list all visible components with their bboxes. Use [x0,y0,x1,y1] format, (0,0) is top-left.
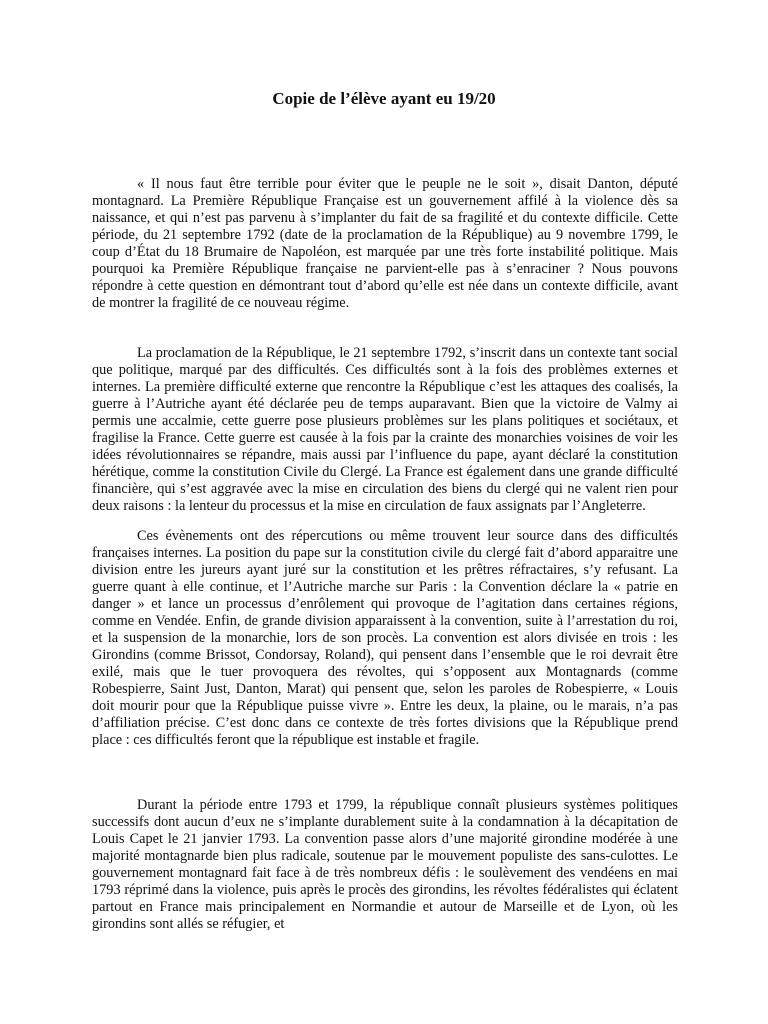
paragraph-political-systems: Durant la période entre 1793 et 1799, la république connaît plusieurs systèmes politiques successifs dont aucun d’eux ne s’implante durablement suite à la condamnation à la décapitation de Louis Capet le 21 janvier 1793. La convention passe alors d’une majorité girondine modérée à une majorité montagnarde bien plus radicale, soutenue par le mouvement populiste des sans-culottes. Le gouvernement montagnard fait face à de très nombreux défis : le soulèvement des vendéens en mai 1793 réprimé dans la violence, puis après le procès des girondins, les révoltes fédéralistes qui éclatent partout en France mais principalement en Normandie et autour de Marseille et de Lyon, où les girondins sont allés se réfugier, et [92,797,678,932]
paragraph-context-internal: Ces évènements ont des répercutions ou même trouvent leur source dans des difficultés françaises internes. La position du pape sur la constitution civile du clergé fait d’abord apparaitre une division entre les jureurs ayant juré sur la constitution et les prêtres réfractaires, s’y refusant. La guerre quant à elle continue, et l’Autriche marche sur Paris : la Convention déclare la « patrie en danger » et lance un processus d’enrôlement qui provoque de l’agitation dans certaines régions, comme en Vendée. Enfin, de grande division apparaissent à la convention, suite à l’arrestation du roi, et la suspension de la monarchie, lors de son procès. La convention est alors divisée en trois : les Girondins (comme Brissot, Condorsay, Roland), qui pensent dans l’ensemble que le roi devrait être exilé, mais que le tuer provoquera des révoltes, qui s’opposent aux Montagnards (comme Robespierre, Saint Just, Danton, Marat) qui pensent que, selon les paroles de Robespierre, « Louis doit mourir pour que la République puisse vivre ». Entre les deux, la plaine, ou le marais, n’a pas d’affiliation précise. C’est donc dans ce contexte de très fortes divisions que la République prend place : ces difficultés feront que la république est instable et fragile. [92,528,678,748]
paragraph-context-external: La proclamation de la République, le 21 septembre 1792, s’inscrit dans un contexte tant social que politique, marqué par des difficultés. Ces difficultés sont à la fois des problèmes externes et internes. La première difficulté externe que rencontre la République c’est les attaques des coalisés, la guerre à l’Autriche ayant été déclarée peu de temps auparavant. Bien que la victoire de Valmy ai permis une accalmie, cette guerre pose plusieurs problèmes sur les plans politiques et sociétaux, et fragilise la France. Cette guerre est causée à la fois par la crainte des monarchies voisines de voir les idées révolutionnaires se répandre, mais aussi par l’influence du pape, ayant déclaré la constitution hérétique, comme la constitution Civile du Clergé. La France est également dans une grande difficulté financière, qui s’est aggravée avec la mise en circulation des biens du clergé qui ne valent rien pour deux raisons : la lenteur du processus et la mise en circulation de faux assignats par l’Angleterre. [92,345,678,514]
paragraph-introduction: « Il nous faut être terrible pour éviter que le peuple ne le soit », disait Danton, député montagnard. La Première République Française est un gouvernement affilé à la violence dès sa naissance, et qui n’est pas parvenu à s’implanter du fait de sa fragilité et du contexte difficile. Cette période, du 21 septembre 1792 (date de la proclamation de la République) au 9 novembre 1799, le coup d’État du 18 Brumaire de Napoléon, est marquée par une très forte instabilité politique. Mais pourquoi ka Première République française ne parvient-elle pas à s’enraciner ? Nous pouvons répondre à cette question en démontrant tout d’abord qu’elle est née dans un contexte difficile, avant de montrer la fragilité de ce nouveau régime. [92,176,678,311]
document-title: Copie de l’élève ayant eu 19/20 [272,89,496,108]
